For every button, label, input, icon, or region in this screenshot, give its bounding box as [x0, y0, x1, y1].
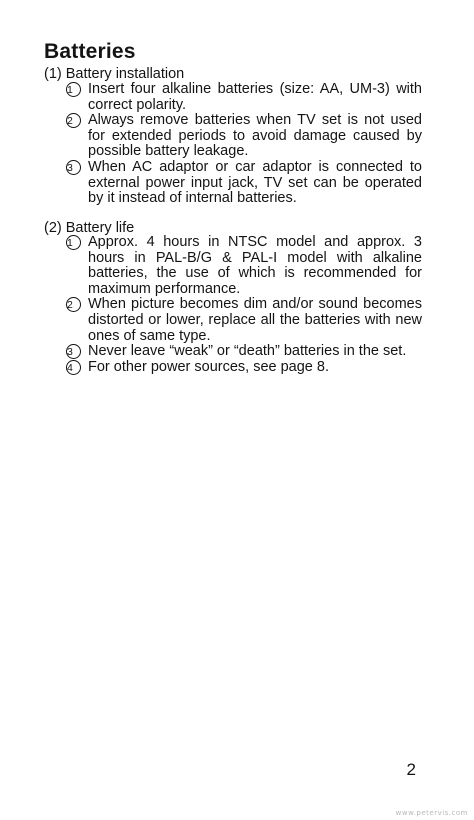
list-item — [66, 360, 422, 376]
list-item-text: Approx. 4 hours in NTSC model and approx. 3 hours in PAL-B/G & PAL-I model with alkaline batteries, the use of which is recommended for maximum performance. — [88, 234, 422, 297]
list-item — [66, 344, 422, 360]
circled-number: 2 — [66, 297, 81, 312]
list-item — [66, 235, 422, 297]
list-item-text: Never leave “weak” or “death” batteries in the set. — [88, 343, 407, 360]
list-item — [66, 160, 422, 207]
list-item — [66, 82, 422, 113]
circled-number: 1 — [66, 82, 81, 97]
circled-number: 3 — [66, 344, 81, 359]
list-item-text: When AC adaptor or car adaptor is connected to external power input jack, TV set can be operated by it instead of internal batteries. — [88, 158, 422, 207]
page-number: 2 — [406, 760, 416, 779]
circled-number: 2 — [66, 113, 81, 128]
list-item-text: For other power sources, see page 8. — [88, 358, 329, 375]
circled-number: 1 — [66, 235, 81, 250]
list-item — [66, 113, 422, 160]
list-item-text: When picture becomes dim and/or sound becomes distorted or lower, replace all the batteries with new ones of same type. — [88, 296, 422, 344]
section-heading-battery-life: (2) Battery life — [44, 220, 135, 236]
page-title: Batteries — [44, 40, 136, 63]
watermark: www.petervis.com — [395, 809, 468, 817]
circled-number: 4 — [66, 360, 81, 375]
circled-number: 3 — [66, 160, 81, 175]
list-item-text: Insert four alkaline batteries (size: AA, UM-3) with correct polarity. — [88, 81, 422, 113]
battery-life-list — [66, 235, 422, 375]
battery-installation-list — [66, 82, 422, 207]
list-item-text: Always remove batteries when TV set is not used for extended periods to avoid damage caused by possible battery leakage. — [88, 112, 422, 160]
section-heading-battery-installation: (1) Battery installation — [44, 66, 185, 82]
list-item — [66, 297, 422, 344]
